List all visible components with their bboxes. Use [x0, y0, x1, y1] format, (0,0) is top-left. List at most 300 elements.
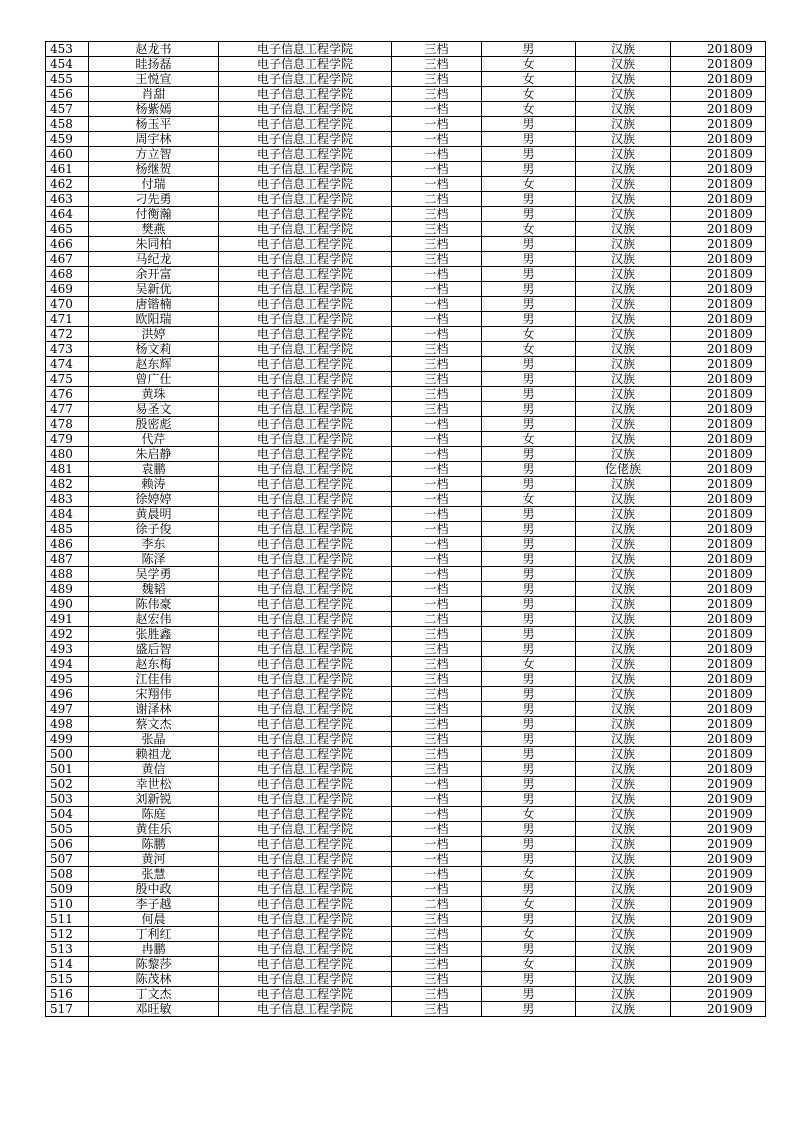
cell-tier: 三档: [392, 87, 482, 102]
cell-ethnicity: 汉族: [576, 702, 671, 717]
cell-name: 洪婷: [89, 327, 219, 342]
cell-college: 电子信息工程学院: [219, 732, 392, 747]
cell-college: 电子信息工程学院: [219, 462, 392, 477]
cell-college: 电子信息工程学院: [219, 777, 392, 792]
cell-college: 电子信息工程学院: [219, 192, 392, 207]
cell-gender: 女: [482, 492, 576, 507]
cell-name: 吴新优: [89, 282, 219, 297]
cell-tier: 三档: [392, 387, 482, 402]
cell-number: 466: [46, 237, 89, 252]
cell-batch: 201809: [671, 222, 766, 237]
cell-ethnicity: 汉族: [576, 642, 671, 657]
cell-number: 470: [46, 297, 89, 312]
cell-college: 电子信息工程学院: [219, 477, 392, 492]
table-row: [46, 687, 766, 702]
table-row: [46, 87, 766, 102]
cell-ethnicity: 汉族: [576, 582, 671, 597]
cell-ethnicity: 汉族: [576, 987, 671, 1002]
cell-gender: 男: [482, 312, 576, 327]
cell-name: 余开富: [89, 267, 219, 282]
table-row: [46, 342, 766, 357]
table-row: [46, 492, 766, 507]
cell-tier: 三档: [392, 72, 482, 87]
cell-batch: 201909: [671, 882, 766, 897]
cell-number: 488: [46, 567, 89, 582]
cell-college: 电子信息工程学院: [219, 657, 392, 672]
cell-name: 黄佳乐: [89, 822, 219, 837]
cell-college: 电子信息工程学院: [219, 342, 392, 357]
cell-gender: 男: [482, 192, 576, 207]
cell-number: 477: [46, 402, 89, 417]
cell-number: 497: [46, 702, 89, 717]
cell-name: 赖涛: [89, 477, 219, 492]
cell-batch: 201809: [671, 447, 766, 462]
cell-college: 电子信息工程学院: [219, 1002, 392, 1017]
cell-ethnicity: 汉族: [576, 252, 671, 267]
cell-name: 黄晨明: [89, 507, 219, 522]
cell-batch: 201909: [671, 927, 766, 942]
cell-ethnicity: 汉族: [576, 1002, 671, 1017]
cell-gender: 男: [482, 507, 576, 522]
cell-college: 电子信息工程学院: [219, 492, 392, 507]
cell-number: 517: [46, 1002, 89, 1017]
cell-ethnicity: 汉族: [576, 117, 671, 132]
cell-batch: 201909: [671, 867, 766, 882]
cell-batch: 201809: [671, 717, 766, 732]
cell-ethnicity: 汉族: [576, 207, 671, 222]
cell-college: 电子信息工程学院: [219, 357, 392, 372]
cell-college: 电子信息工程学院: [219, 582, 392, 597]
table-row: [46, 657, 766, 672]
cell-college: 电子信息工程学院: [219, 177, 392, 192]
cell-gender: 男: [482, 447, 576, 462]
cell-ethnicity: 汉族: [576, 717, 671, 732]
cell-tier: 一档: [392, 492, 482, 507]
cell-college: 电子信息工程学院: [219, 702, 392, 717]
cell-number: 479: [46, 432, 89, 447]
cell-tier: 三档: [392, 672, 482, 687]
cell-tier: 一档: [392, 837, 482, 852]
cell-gender: 男: [482, 357, 576, 372]
cell-number: 490: [46, 597, 89, 612]
table-row: [46, 462, 766, 477]
cell-number: 473: [46, 342, 89, 357]
cell-gender: 男: [482, 597, 576, 612]
cell-name: 眭扬磊: [89, 57, 219, 72]
cell-name: 方立智: [89, 147, 219, 162]
cell-name: 赖祖龙: [89, 747, 219, 762]
cell-gender: 男: [482, 42, 576, 57]
cell-ethnicity: 汉族: [576, 627, 671, 642]
cell-tier: 三档: [392, 687, 482, 702]
cell-gender: 男: [482, 537, 576, 552]
cell-name: 朱启静: [89, 447, 219, 462]
table-row: [46, 327, 766, 342]
cell-tier: 一档: [392, 132, 482, 147]
cell-college: 电子信息工程学院: [219, 687, 392, 702]
cell-ethnicity: 汉族: [576, 237, 671, 252]
cell-name: 邓旺敏: [89, 1002, 219, 1017]
cell-gender: 男: [482, 282, 576, 297]
cell-batch: 201809: [671, 162, 766, 177]
cell-batch: 201809: [671, 462, 766, 477]
cell-gender: 男: [482, 762, 576, 777]
cell-batch: 201809: [671, 612, 766, 627]
cell-tier: 三档: [392, 237, 482, 252]
table-row: [46, 177, 766, 192]
cell-college: 电子信息工程学院: [219, 87, 392, 102]
cell-tier: 三档: [392, 372, 482, 387]
cell-number: 454: [46, 57, 89, 72]
cell-gender: 男: [482, 672, 576, 687]
cell-gender: 男: [482, 777, 576, 792]
cell-name: 冉鹏: [89, 942, 219, 957]
cell-name: 陈泽: [89, 552, 219, 567]
cell-ethnicity: 汉族: [576, 57, 671, 72]
cell-gender: 女: [482, 927, 576, 942]
table-row: [46, 477, 766, 492]
cell-ethnicity: 汉族: [576, 957, 671, 972]
cell-number: 476: [46, 387, 89, 402]
cell-gender: 男: [482, 702, 576, 717]
table-row: [46, 777, 766, 792]
cell-number: 469: [46, 282, 89, 297]
cell-name: 杨玉平: [89, 117, 219, 132]
cell-gender: 男: [482, 747, 576, 762]
cell-ethnicity: 汉族: [576, 792, 671, 807]
cell-batch: 201809: [671, 417, 766, 432]
cell-tier: 一档: [392, 267, 482, 282]
cell-tier: 一档: [392, 327, 482, 342]
cell-batch: 201909: [671, 1002, 766, 1017]
cell-batch: 201909: [671, 837, 766, 852]
cell-number: 457: [46, 102, 89, 117]
cell-tier: 二档: [392, 612, 482, 627]
table-row: [46, 642, 766, 657]
cell-ethnicity: 仡佬族: [576, 462, 671, 477]
cell-number: 511: [46, 912, 89, 927]
cell-college: 电子信息工程学院: [219, 897, 392, 912]
cell-ethnicity: 汉族: [576, 912, 671, 927]
cell-ethnicity: 汉族: [576, 312, 671, 327]
cell-college: 电子信息工程学院: [219, 387, 392, 402]
cell-batch: 201909: [671, 897, 766, 912]
cell-number: 483: [46, 492, 89, 507]
cell-name: 黄信: [89, 762, 219, 777]
cell-number: 499: [46, 732, 89, 747]
cell-name: 丁文杰: [89, 987, 219, 1002]
cell-college: 电子信息工程学院: [219, 417, 392, 432]
cell-ethnicity: 汉族: [576, 672, 671, 687]
cell-ethnicity: 汉族: [576, 72, 671, 87]
cell-name: 陈鹏: [89, 837, 219, 852]
cell-batch: 201809: [671, 387, 766, 402]
cell-college: 电子信息工程学院: [219, 807, 392, 822]
cell-number: 507: [46, 852, 89, 867]
cell-college: 电子信息工程学院: [219, 927, 392, 942]
cell-ethnicity: 汉族: [576, 222, 671, 237]
cell-college: 电子信息工程学院: [219, 72, 392, 87]
cell-ethnicity: 汉族: [576, 507, 671, 522]
cell-ethnicity: 汉族: [576, 822, 671, 837]
cell-college: 电子信息工程学院: [219, 57, 392, 72]
cell-batch: 201809: [671, 237, 766, 252]
cell-name: 幸世松: [89, 777, 219, 792]
cell-college: 电子信息工程学院: [219, 432, 392, 447]
cell-number: 468: [46, 267, 89, 282]
cell-college: 电子信息工程学院: [219, 147, 392, 162]
table-row: [46, 852, 766, 867]
cell-ethnicity: 汉族: [576, 867, 671, 882]
cell-batch: 201809: [671, 732, 766, 747]
cell-gender: 男: [482, 252, 576, 267]
cell-ethnicity: 汉族: [576, 87, 671, 102]
cell-tier: 三档: [392, 717, 482, 732]
table-row: [46, 957, 766, 972]
cell-gender: 男: [482, 912, 576, 927]
table-row: [46, 912, 766, 927]
cell-number: 513: [46, 942, 89, 957]
cell-number: 502: [46, 777, 89, 792]
cell-ethnicity: 汉族: [576, 927, 671, 942]
cell-gender: 男: [482, 852, 576, 867]
cell-batch: 201809: [671, 537, 766, 552]
table-row: [46, 717, 766, 732]
cell-tier: 三档: [392, 657, 482, 672]
cell-name: 杨紫嫣: [89, 102, 219, 117]
cell-tier: 一档: [392, 312, 482, 327]
cell-ethnicity: 汉族: [576, 297, 671, 312]
cell-name: 赵宏伟: [89, 612, 219, 627]
table-row: [46, 402, 766, 417]
cell-gender: 男: [482, 552, 576, 567]
cell-tier: 三档: [392, 222, 482, 237]
cell-ethnicity: 汉族: [576, 372, 671, 387]
table-row: [46, 297, 766, 312]
cell-tier: 三档: [392, 987, 482, 1002]
cell-name: 江佳伟: [89, 672, 219, 687]
cell-gender: 男: [482, 522, 576, 537]
cell-name: 丁利红: [89, 927, 219, 942]
cell-gender: 女: [482, 87, 576, 102]
cell-tier: 一档: [392, 597, 482, 612]
cell-number: 491: [46, 612, 89, 627]
cell-number: 480: [46, 447, 89, 462]
table-row: [46, 747, 766, 762]
cell-number: 506: [46, 837, 89, 852]
table-row: [46, 897, 766, 912]
cell-name: 杨继贺: [89, 162, 219, 177]
cell-name: 樊燕: [89, 222, 219, 237]
cell-gender: 女: [482, 432, 576, 447]
table-row: [46, 207, 766, 222]
table-row: [46, 282, 766, 297]
cell-batch: 201909: [671, 972, 766, 987]
cell-ethnicity: 汉族: [576, 342, 671, 357]
cell-ethnicity: 汉族: [576, 687, 671, 702]
cell-batch: 201909: [671, 987, 766, 1002]
table-row: [46, 597, 766, 612]
cell-ethnicity: 汉族: [576, 447, 671, 462]
cell-number: 471: [46, 312, 89, 327]
cell-batch: 201809: [671, 297, 766, 312]
cell-batch: 201809: [671, 267, 766, 282]
cell-tier: 一档: [392, 102, 482, 117]
cell-number: 481: [46, 462, 89, 477]
cell-gender: 女: [482, 657, 576, 672]
cell-college: 电子信息工程学院: [219, 792, 392, 807]
cell-number: 505: [46, 822, 89, 837]
cell-tier: 三档: [392, 957, 482, 972]
cell-number: 515: [46, 972, 89, 987]
table-row: [46, 117, 766, 132]
cell-college: 电子信息工程学院: [219, 447, 392, 462]
cell-ethnicity: 汉族: [576, 882, 671, 897]
cell-ethnicity: 汉族: [576, 852, 671, 867]
cell-batch: 201809: [671, 372, 766, 387]
cell-college: 电子信息工程学院: [219, 207, 392, 222]
table-row: [46, 447, 766, 462]
cell-number: 453: [46, 42, 89, 57]
cell-college: 电子信息工程学院: [219, 222, 392, 237]
cell-ethnicity: 汉族: [576, 42, 671, 57]
cell-tier: 一档: [392, 537, 482, 552]
cell-ethnicity: 汉族: [576, 492, 671, 507]
cell-college: 电子信息工程学院: [219, 312, 392, 327]
cell-batch: 201809: [671, 147, 766, 162]
cell-college: 电子信息工程学院: [219, 822, 392, 837]
table-row: [46, 192, 766, 207]
cell-number: 455: [46, 72, 89, 87]
cell-batch: 201809: [671, 747, 766, 762]
cell-tier: 三档: [392, 972, 482, 987]
table-row: [46, 162, 766, 177]
cell-tier: 一档: [392, 282, 482, 297]
cell-number: 487: [46, 552, 89, 567]
cell-gender: 男: [482, 267, 576, 282]
cell-gender: 男: [482, 837, 576, 852]
cell-college: 电子信息工程学院: [219, 597, 392, 612]
cell-name: 吴学勇: [89, 567, 219, 582]
cell-name: 周宇林: [89, 132, 219, 147]
cell-tier: 三档: [392, 912, 482, 927]
cell-gender: 男: [482, 567, 576, 582]
cell-name: 刁先勇: [89, 192, 219, 207]
cell-college: 电子信息工程学院: [219, 267, 392, 282]
cell-batch: 201909: [671, 942, 766, 957]
cell-tier: 一档: [392, 522, 482, 537]
cell-tier: 三档: [392, 702, 482, 717]
cell-batch: 201809: [671, 627, 766, 642]
cell-tier: 二档: [392, 897, 482, 912]
table-row: [46, 102, 766, 117]
cell-college: 电子信息工程学院: [219, 762, 392, 777]
cell-name: 唐锴楠: [89, 297, 219, 312]
table-row: [46, 1002, 766, 1017]
cell-name: 张胜鑫: [89, 627, 219, 642]
cell-batch: 201809: [671, 42, 766, 57]
cell-name: 李东: [89, 537, 219, 552]
cell-college: 电子信息工程学院: [219, 327, 392, 342]
cell-college: 电子信息工程学院: [219, 837, 392, 852]
cell-gender: 男: [482, 732, 576, 747]
cell-batch: 201909: [671, 852, 766, 867]
cell-batch: 201809: [671, 402, 766, 417]
cell-ethnicity: 汉族: [576, 267, 671, 282]
cell-tier: 三档: [392, 927, 482, 942]
cell-gender: 男: [482, 417, 576, 432]
cell-gender: 男: [482, 372, 576, 387]
cell-number: 492: [46, 627, 89, 642]
cell-college: 电子信息工程学院: [219, 552, 392, 567]
cell-gender: 女: [482, 72, 576, 87]
cell-number: 460: [46, 147, 89, 162]
cell-batch: 201809: [671, 177, 766, 192]
cell-number: 463: [46, 192, 89, 207]
table-row: [46, 762, 766, 777]
cell-gender: 男: [482, 132, 576, 147]
student-roster-table: [45, 41, 766, 1017]
cell-batch: 201809: [671, 342, 766, 357]
cell-college: 电子信息工程学院: [219, 102, 392, 117]
cell-gender: 男: [482, 147, 576, 162]
cell-college: 电子信息工程学院: [219, 162, 392, 177]
table-row: [46, 927, 766, 942]
cell-gender: 男: [482, 612, 576, 627]
cell-college: 电子信息工程学院: [219, 237, 392, 252]
cell-number: 500: [46, 747, 89, 762]
cell-number: 495: [46, 672, 89, 687]
cell-ethnicity: 汉族: [576, 102, 671, 117]
cell-number: 503: [46, 792, 89, 807]
cell-number: 514: [46, 957, 89, 972]
cell-college: 电子信息工程学院: [219, 507, 392, 522]
cell-ethnicity: 汉族: [576, 477, 671, 492]
table-row: [46, 987, 766, 1002]
cell-name: 李子越: [89, 897, 219, 912]
cell-gender: 女: [482, 897, 576, 912]
cell-college: 电子信息工程学院: [219, 972, 392, 987]
cell-gender: 女: [482, 342, 576, 357]
cell-name: 曾广仕: [89, 372, 219, 387]
cell-batch: 201909: [671, 807, 766, 822]
cell-batch: 201909: [671, 792, 766, 807]
cell-number: 516: [46, 987, 89, 1002]
cell-ethnicity: 汉族: [576, 567, 671, 582]
cell-name: 张晶: [89, 732, 219, 747]
cell-ethnicity: 汉族: [576, 762, 671, 777]
cell-gender: 男: [482, 642, 576, 657]
cell-batch: 201809: [671, 597, 766, 612]
cell-college: 电子信息工程学院: [219, 537, 392, 552]
cell-tier: 三档: [392, 357, 482, 372]
cell-tier: 一档: [392, 777, 482, 792]
cell-number: 512: [46, 927, 89, 942]
cell-name: 陈黎莎: [89, 957, 219, 972]
cell-ethnicity: 汉族: [576, 972, 671, 987]
cell-ethnicity: 汉族: [576, 327, 671, 342]
table-row: [46, 42, 766, 57]
cell-college: 电子信息工程学院: [219, 957, 392, 972]
cell-batch: 201809: [671, 312, 766, 327]
cell-name: 杨文莉: [89, 342, 219, 357]
cell-college: 电子信息工程学院: [219, 747, 392, 762]
cell-number: 485: [46, 522, 89, 537]
cell-name: 黄珠: [89, 387, 219, 402]
cell-gender: 男: [482, 942, 576, 957]
cell-tier: 一档: [392, 507, 482, 522]
cell-tier: 一档: [392, 567, 482, 582]
